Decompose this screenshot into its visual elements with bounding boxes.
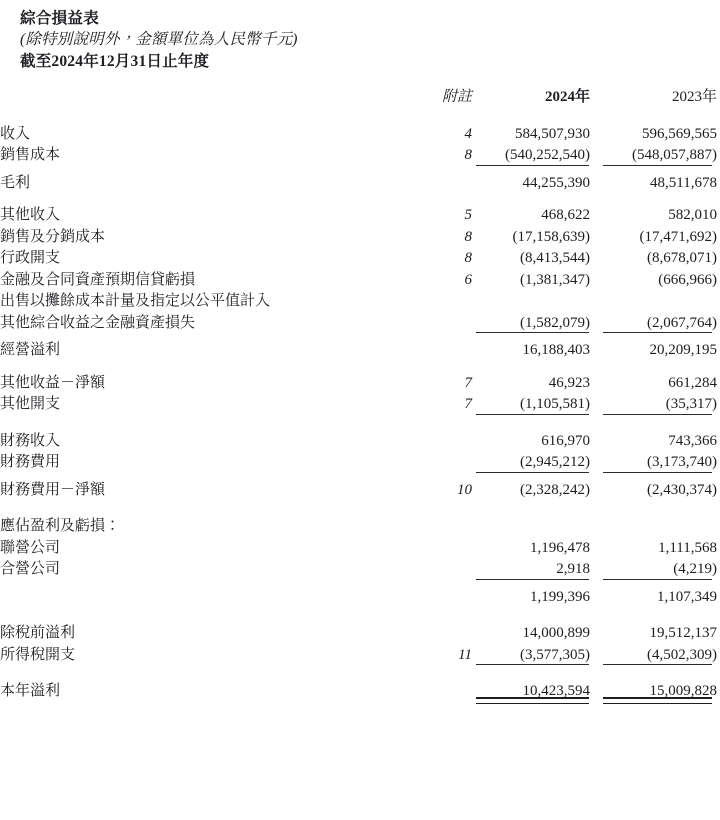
- row-label: 銷售成本: [0, 147, 61, 163]
- table-row: [0, 270, 720, 292]
- row-label: 經營溢利: [0, 342, 61, 358]
- row-value-2024: (2,945,212): [472, 452, 590, 474]
- table-row: [0, 313, 720, 335]
- row-note: [420, 623, 472, 645]
- table-row-wrap-first: [0, 291, 720, 313]
- spacer: [0, 501, 720, 516]
- row-value-2024: (17,158,639): [512, 228, 590, 245]
- row-value-2024: (1,381,347): [520, 271, 590, 288]
- header-label: [0, 87, 420, 109]
- currency-note: (除特別說明外，金額單位為人民幣千元): [20, 31, 298, 48]
- row-note: [420, 431, 472, 453]
- row-value-2023: (666,966): [658, 271, 717, 288]
- row-label: 應佔盈利及虧損：: [0, 518, 121, 534]
- row-value-2024: (1,105,581): [472, 394, 590, 416]
- row-gap: [590, 516, 599, 538]
- row-note: [420, 340, 472, 362]
- table-row: [0, 145, 720, 167]
- spacer: [0, 416, 720, 431]
- table-row-total: [0, 681, 720, 703]
- title-block: [0, 0, 720, 73]
- spacer: [0, 362, 720, 373]
- row-gap: [590, 313, 599, 335]
- row-value-2023: 20,209,195: [649, 342, 717, 358]
- row-label: 收入: [0, 125, 31, 142]
- row-note: [420, 538, 472, 560]
- table-row-subtotal: [0, 587, 720, 609]
- header-gap: [590, 87, 599, 109]
- row-value-2023: (4,502,309): [599, 645, 717, 667]
- row-note: [420, 173, 472, 195]
- row-note: [420, 559, 472, 581]
- row-value-2024: 616,970: [541, 432, 590, 449]
- table-row: [0, 205, 720, 227]
- row-label: 合營公司: [0, 561, 61, 577]
- row-value-2023: 661,284: [668, 374, 717, 391]
- row-gap: [590, 124, 599, 146]
- table-row-subtotal: [0, 623, 720, 645]
- header-note: 附註: [441, 89, 472, 105]
- row-value-2024: [472, 516, 590, 538]
- row-value-2024: 1,199,396: [530, 588, 590, 605]
- row-value-2023: 15,009,828: [599, 681, 717, 703]
- row-note: [420, 516, 472, 538]
- table-header-row: [0, 87, 720, 109]
- reporting-period: 截至2024年12月31日止年度: [20, 53, 210, 70]
- table-row: [0, 538, 720, 560]
- table-row: [0, 645, 720, 667]
- row-value-2023: 19,512,137: [649, 625, 717, 641]
- row-value-2024: 46,923: [548, 374, 590, 391]
- row-value-2024: 468,622: [541, 207, 590, 223]
- row-gap: [590, 270, 599, 292]
- table-row: [0, 394, 720, 416]
- row-note: [420, 452, 472, 474]
- row-value-2023: (8,678,071): [647, 250, 717, 266]
- row-gap: [590, 559, 599, 581]
- row-value-2024: 584,507,930: [515, 125, 590, 142]
- row-label: 其他收入: [0, 207, 61, 223]
- row-gap: [590, 145, 599, 167]
- row-gap: [590, 173, 599, 195]
- table-row: [0, 452, 720, 474]
- table-row: [0, 248, 720, 270]
- row-gap: [590, 227, 599, 249]
- income-statement-table: [0, 87, 720, 703]
- row-value-2024: 16,188,403: [522, 342, 590, 358]
- row-value-2023: (2,430,374): [647, 481, 717, 498]
- row-label: 財務費用: [0, 454, 61, 470]
- header-year-2024: 2024年: [544, 89, 590, 105]
- row-value-2023: (2,067,764): [599, 313, 717, 335]
- row-note: 8: [464, 228, 472, 245]
- row-gap: [590, 452, 599, 474]
- row-note: 6: [464, 271, 472, 288]
- table-row-group-heading: [0, 516, 720, 538]
- table-row: [0, 373, 720, 395]
- row-label: 銷售及分銷成本: [0, 228, 106, 245]
- row-value-2023: 1,107,349: [657, 588, 717, 605]
- row-value-2023: (35,317): [599, 394, 717, 416]
- row-gap: [590, 681, 599, 703]
- table-row-subtotal: [0, 173, 720, 195]
- row-label: 金融及合同資產預期信貸虧損: [0, 271, 196, 288]
- row-note: 10: [457, 481, 472, 498]
- row-label: 其他綜合收益之金融資產損失: [0, 314, 196, 331]
- table-row: [0, 431, 720, 453]
- row-value-2024: 10,423,594: [472, 681, 590, 703]
- row-label: 毛利: [0, 174, 31, 191]
- row-note: 7: [464, 374, 472, 391]
- row-value-2024: 14,000,899: [522, 625, 590, 641]
- row-gap: [590, 394, 599, 416]
- row-gap: [590, 431, 599, 453]
- spacer: [0, 608, 720, 623]
- table-row: [0, 559, 720, 581]
- row-gap: [590, 645, 599, 667]
- row-note: 7: [464, 396, 472, 412]
- table-row-subtotal: [0, 480, 720, 502]
- row-gap: [590, 587, 599, 609]
- row-value-2023: 582,010: [668, 207, 717, 223]
- row-value-2023: 48,511,678: [650, 174, 717, 191]
- row-gap: [590, 340, 599, 362]
- row-gap: [590, 623, 599, 645]
- table-row-subtotal: [0, 340, 720, 362]
- row-value-2023: 743,366: [668, 432, 717, 449]
- row-gap: [590, 205, 599, 227]
- row-value-2023: (3,173,740): [599, 452, 717, 474]
- row-label: 行政開支: [0, 250, 61, 266]
- row-value-2024: (1,582,079): [472, 313, 590, 335]
- row-gap: [590, 291, 599, 313]
- row-value-2024: [472, 291, 590, 313]
- row-note: [420, 587, 472, 609]
- row-label: 其他收益－淨額: [0, 374, 106, 391]
- spacer: [0, 666, 720, 681]
- row-note: [420, 291, 472, 313]
- row-gap: [590, 373, 599, 395]
- row-value-2023: (4,219): [599, 559, 717, 581]
- row-value-2024: (2,328,242): [520, 481, 590, 498]
- row-value-2023: [599, 516, 717, 538]
- table-row: [0, 124, 720, 146]
- row-value-2024: 44,255,390: [522, 174, 590, 191]
- row-label: 財務收入: [0, 432, 61, 449]
- row-value-2024: (3,577,305): [472, 645, 590, 667]
- row-note: [420, 313, 472, 335]
- row-gap: [590, 480, 599, 502]
- row-label: 所得稅開支: [0, 646, 76, 663]
- row-gap: [590, 538, 599, 560]
- row-label: 除稅前溢利: [0, 625, 76, 641]
- row-gap: [590, 248, 599, 270]
- row-value-2023: [599, 291, 717, 313]
- table-row: [0, 227, 720, 249]
- row-note: [420, 681, 472, 703]
- row-value-2024: 2,918: [472, 559, 590, 581]
- row-value-2024: (8,413,544): [520, 250, 590, 266]
- spacer: [0, 109, 720, 124]
- row-value-2023: (17,471,692): [639, 228, 717, 245]
- row-note: 4: [464, 125, 472, 142]
- page-title: 綜合損益表: [20, 10, 100, 27]
- row-label: 財務費用－淨額: [0, 481, 106, 498]
- row-value-2023: 1,111,568: [658, 539, 717, 556]
- row-note: 8: [464, 250, 472, 266]
- row-note: 8: [464, 147, 472, 163]
- row-value-2024: 1,196,478: [530, 539, 590, 556]
- row-label: 聯營公司: [0, 539, 61, 556]
- row-label: [0, 587, 420, 609]
- row-label: 其他開支: [0, 396, 61, 412]
- row-note: 5: [464, 207, 472, 223]
- spacer: [0, 194, 720, 205]
- row-label: 本年溢利: [0, 683, 61, 699]
- row-label: 出售以攤餘成本計量及指定以公平值計入: [0, 293, 271, 309]
- header-year-2023: 2023年: [671, 89, 717, 105]
- row-note: 11: [458, 646, 472, 663]
- row-value-2023: (548,057,887): [599, 145, 717, 167]
- row-value-2023: 596,569,565: [642, 125, 717, 142]
- row-value-2024: (540,252,540): [472, 145, 590, 167]
